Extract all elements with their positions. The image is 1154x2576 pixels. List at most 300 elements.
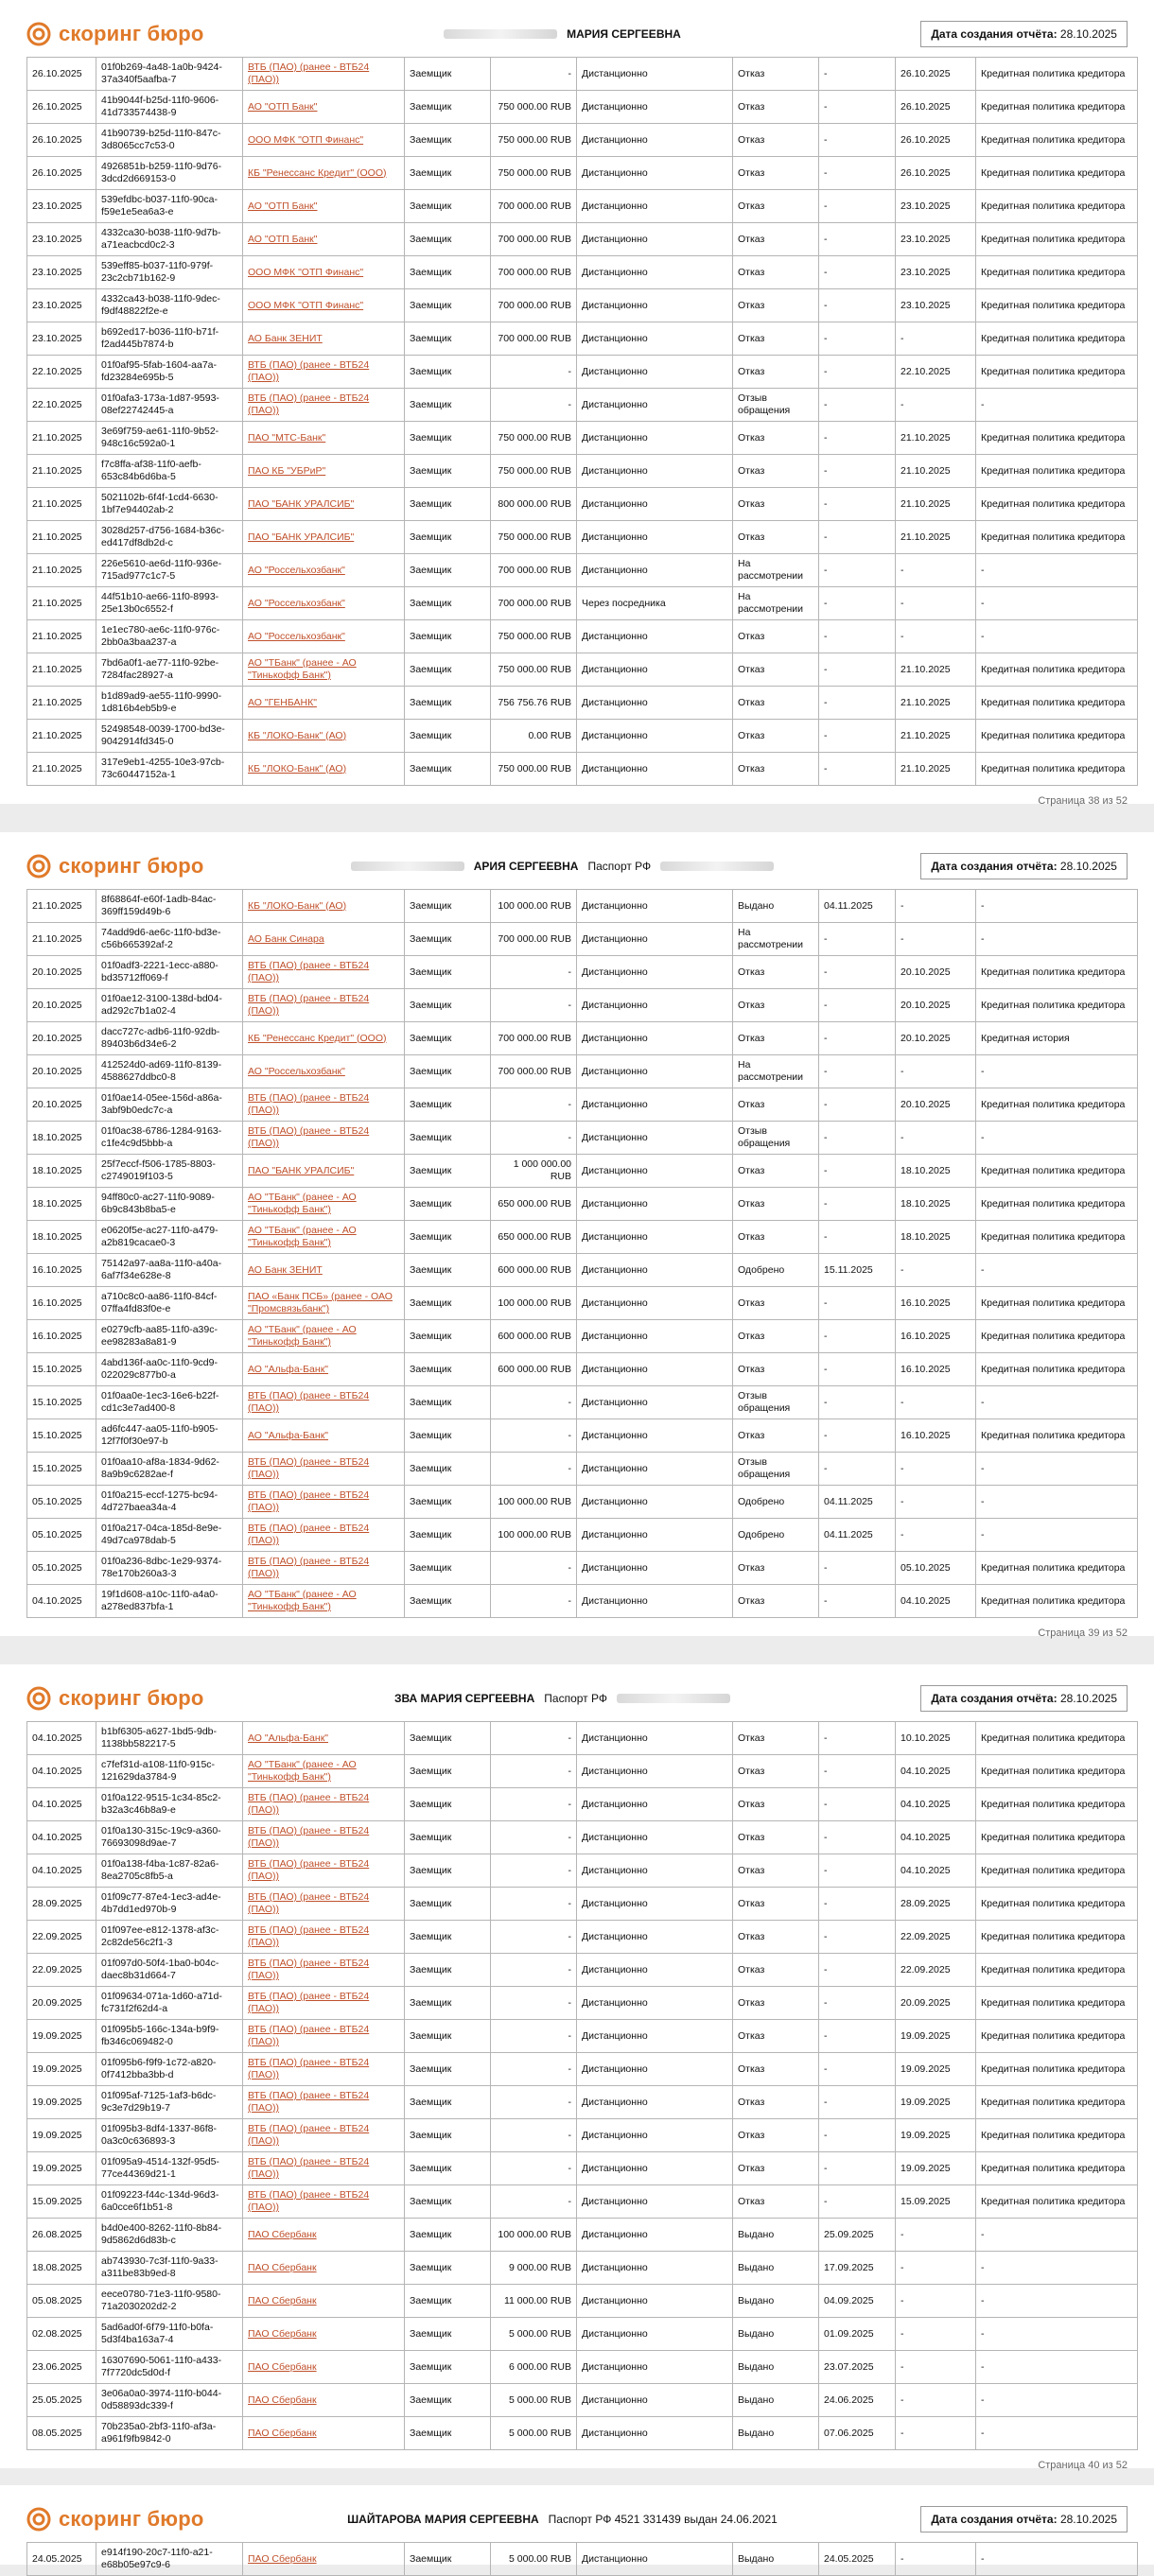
organization-link[interactable]: ВТБ (ПАО) (ранее - ВТБ24 (ПАО))	[243, 2185, 405, 2219]
channel-cell: Дистанционно	[577, 1254, 733, 1287]
channel-cell: Дистанционно	[577, 753, 733, 786]
refusal-reason-cell: -	[976, 1254, 1138, 1287]
refusal-date-cell: 21.10.2025	[896, 720, 976, 753]
application-id-cell: b4d0e400-8262-11f0-8b84-9d5862d6d83b-c	[96, 2219, 243, 2252]
valid-until-cell: -	[819, 1821, 896, 1854]
organization-link[interactable]: ООО МФК "ОТП Финанс"	[243, 256, 405, 289]
date-cell: 18.10.2025	[27, 1221, 96, 1254]
role-cell: Заемщик	[405, 223, 491, 256]
date-cell: 08.05.2025	[27, 2417, 96, 2450]
amount-cell: -	[491, 2119, 577, 2152]
refusal-date-cell: -	[896, 1386, 976, 1419]
organization-link[interactable]: ПАО Сбербанк	[243, 2351, 405, 2384]
table-row	[27, 1755, 1138, 1788]
date-cell: 21.10.2025	[27, 521, 96, 554]
refusal-reason-cell: -	[976, 1055, 1138, 1088]
organization-link[interactable]: ПАО Сбербанк	[243, 2252, 405, 2285]
amount-cell: 5 000.00 RUB	[491, 2384, 577, 2417]
table-row	[27, 2219, 1138, 2252]
date-cell: 26.10.2025	[27, 91, 96, 124]
refusal-reason-cell: -	[976, 2318, 1138, 2351]
valid-until-cell: -	[819, 1088, 896, 1122]
organization-link[interactable]: ВТБ (ПАО) (ранее - ВТБ24 (ПАО))	[243, 1987, 405, 2020]
date-cell: 20.10.2025	[27, 989, 96, 1022]
amount-cell: -	[491, 1419, 577, 1453]
organization-link[interactable]: ПАО Сбербанк	[243, 2417, 405, 2450]
organization-link[interactable]: ВТБ (ПАО) (ранее - ВТБ24 (ПАО))	[243, 1519, 405, 1552]
organization-link[interactable]: ВТБ (ПАО) (ранее - ВТБ24 (ПАО))	[243, 389, 405, 422]
organization-link[interactable]: АО "ТБанк" (ранее - АО "Тинькофф Банк")	[243, 1320, 405, 1353]
decision-cell: Отзыв обращения	[733, 1386, 819, 1419]
decision-cell: Отказ	[733, 2053, 819, 2086]
valid-until-cell: -	[819, 455, 896, 488]
application-id-cell: 01f095b5-166c-134a-b9f9-fb346c069482-0	[96, 2020, 243, 2053]
brand-logo	[26, 1686, 204, 1711]
organization-link[interactable]: КБ "ЛОКО-Банк" (АО)	[243, 890, 405, 923]
organization-link[interactable]: ПАО "БАНК УРАЛСИБ"	[243, 1155, 405, 1188]
organization-link[interactable]: АО "ОТП Банк"	[243, 223, 405, 256]
organization-link[interactable]: КБ "Ренессанс Кредит" (ООО)	[243, 1022, 405, 1055]
refusal-reason-cell: Кредитная история	[976, 1022, 1138, 1055]
organization-link[interactable]: АО "ТБанк" (ранее - АО "Тинькофф Банк")	[243, 1221, 405, 1254]
role-cell: Заемщик	[405, 1755, 491, 1788]
amount-cell: 600 000.00 RUB	[491, 1320, 577, 1353]
organization-link[interactable]: ВТБ (ПАО) (ранее - ВТБ24 (ПАО))	[243, 1888, 405, 1921]
date-cell: 28.09.2025	[27, 1888, 96, 1921]
table-row	[27, 1188, 1138, 1221]
channel-cell: Дистанционно	[577, 2053, 733, 2086]
date-cell: 19.09.2025	[27, 2086, 96, 2119]
refusal-date-cell: -	[896, 2384, 976, 2417]
organization-link[interactable]: ВТБ (ПАО) (ранее - ВТБ24 (ПАО))	[243, 1854, 405, 1888]
brand-logo	[26, 2507, 204, 2532]
refusal-date-cell: 21.10.2025	[896, 753, 976, 786]
organization-link[interactable]: ВТБ (ПАО) (ранее - ВТБ24 (ПАО))	[243, 1453, 405, 1486]
channel-cell: Дистанционно	[577, 2219, 733, 2252]
channel-cell: Дистанционно	[577, 1921, 733, 1954]
refusal-date-cell: 21.10.2025	[896, 455, 976, 488]
refusal-date-cell: 21.10.2025	[896, 488, 976, 521]
role-cell: Заемщик	[405, 521, 491, 554]
channel-cell: Дистанционно	[577, 455, 733, 488]
application-id-cell: 01f0ae12-3100-138d-bd04-ad292c7b1a02-4	[96, 989, 243, 1022]
channel-cell: Дистанционно	[577, 124, 733, 157]
refusal-reason-cell: Кредитная политика кредитора	[976, 1954, 1138, 1987]
amount-cell: 600 000.00 RUB	[491, 1353, 577, 1386]
valid-until-cell: -	[819, 956, 896, 989]
decision-cell: Отказ	[733, 2119, 819, 2152]
refusal-reason-cell: Кредитная политика кредитора	[976, 2086, 1138, 2119]
refusal-date-cell: 16.10.2025	[896, 1320, 976, 1353]
date-cell: 18.10.2025	[27, 1122, 96, 1155]
role-cell: Заемщик	[405, 1585, 491, 1618]
channel-cell: Дистанционно	[577, 1188, 733, 1221]
valid-until-cell: 04.11.2025	[819, 1519, 896, 1552]
channel-cell: Дистанционно	[577, 1585, 733, 1618]
organization-link[interactable]: ПАО Сбербанк	[243, 2318, 405, 2351]
date-cell: 24.05.2025	[27, 2543, 96, 2576]
date-cell: 15.10.2025	[27, 1419, 96, 1453]
organization-link[interactable]: АО Банк ЗЕНИТ	[243, 322, 405, 356]
refusal-reason-cell: Кредитная политика кредитора	[976, 1854, 1138, 1888]
decision-cell: Отзыв обращения	[733, 1122, 819, 1155]
application-id-cell: b1d89ad9-ae55-11f0-9990-1d816b4eb5b9-e	[96, 687, 243, 720]
refusal-reason-cell: Кредитная политика кредитора	[976, 455, 1138, 488]
brand-name: скоринг бюро	[59, 2507, 204, 2531]
refusal-date-cell: -	[896, 2543, 976, 2576]
organization-link[interactable]: АО Банк Синара	[243, 923, 405, 956]
role-cell: Заемщик	[405, 1320, 491, 1353]
refusal-reason-cell: Кредитная политика кредитора	[976, 256, 1138, 289]
role-cell: Заемщик	[405, 1221, 491, 1254]
organization-link[interactable]: ВТБ (ПАО) (ранее - ВТБ24 (ПАО))	[243, 1821, 405, 1854]
organization-link[interactable]: ВТБ (ПАО) (ранее - ВТБ24 (ПАО))	[243, 2020, 405, 2053]
date-cell: 04.10.2025	[27, 1755, 96, 1788]
table-row	[27, 1486, 1138, 1519]
role-cell: Заемщик	[405, 620, 491, 653]
amount-cell: 650 000.00 RUB	[491, 1188, 577, 1221]
refusal-reason-cell: Кредитная политика кредитора	[976, 1188, 1138, 1221]
channel-cell: Дистанционно	[577, 223, 733, 256]
organization-link[interactable]: КБ "ЛОКО-Банк" (АО)	[243, 753, 405, 786]
refusal-date-cell: 04.10.2025	[896, 1755, 976, 1788]
applications-table	[26, 1721, 1138, 2450]
table-row	[27, 2152, 1138, 2185]
organization-link[interactable]: ВТБ (ПАО) (ранее - ВТБ24 (ПАО))	[243, 1486, 405, 1519]
organization-link[interactable]: ВТБ (ПАО) (ранее - ВТБ24 (ПАО))	[243, 1088, 405, 1122]
decision-cell: Отказ	[733, 653, 819, 687]
date-cell: 02.08.2025	[27, 2318, 96, 2351]
organization-link[interactable]: ПАО "МТС-Банк"	[243, 422, 405, 455]
channel-cell: Дистанционно	[577, 653, 733, 687]
valid-until-cell: -	[819, 1287, 896, 1320]
report-page-41	[0, 2485, 1154, 2570]
decision-cell: Выдано	[733, 2252, 819, 2285]
amount-cell: 750 000.00 RUB	[491, 157, 577, 190]
application-id-cell: 74add9d6-ae6c-11f0-bd3e-c56b665392af-2	[96, 923, 243, 956]
table-row	[27, 1821, 1138, 1854]
refusal-reason-cell: Кредитная политика кредитора	[976, 1585, 1138, 1618]
role-cell: Заемщик	[405, 1453, 491, 1486]
valid-until-cell: -	[819, 2020, 896, 2053]
decision-cell: Отзыв обращения	[733, 389, 819, 422]
role-cell: Заемщик	[405, 289, 491, 322]
decision-cell: Отказ	[733, 1755, 819, 1788]
amount-cell: 700 000.00 RUB	[491, 289, 577, 322]
refusal-reason-cell: Кредитная политика кредитора	[976, 1788, 1138, 1821]
organization-link[interactable]: ВТБ (ПАО) (ранее - ВТБ24 (ПАО))	[243, 1921, 405, 1954]
decision-cell: Отказ	[733, 2020, 819, 2053]
organization-link[interactable]: АО "Альфа-Банк"	[243, 1419, 405, 1453]
valid-until-cell: -	[819, 1188, 896, 1221]
amount-cell: 700 000.00 RUB	[491, 322, 577, 356]
organization-link[interactable]: ПАО Сбербанк	[243, 2285, 405, 2318]
valid-until-cell: 01.09.2025	[819, 2318, 896, 2351]
organization-link[interactable]: ВТБ (ПАО) (ранее - ВТБ24 (ПАО))	[243, 356, 405, 389]
channel-cell: Дистанционно	[577, 2119, 733, 2152]
channel-cell: Дистанционно	[577, 1419, 733, 1453]
refusal-reason-cell: -	[976, 389, 1138, 422]
channel-cell: Дистанционно	[577, 1552, 733, 1585]
application-id-cell: a710c8c0-aa86-11f0-84cf-07ffa4fd83f0e-e	[96, 1287, 243, 1320]
channel-cell: Дистанционно	[577, 521, 733, 554]
date-cell: 19.09.2025	[27, 2020, 96, 2053]
refusal-date-cell: 20.10.2025	[896, 1022, 976, 1055]
refusal-reason-cell: Кредитная политика кредитора	[976, 653, 1138, 687]
amount-cell: -	[491, 1088, 577, 1122]
table-row	[27, 687, 1138, 720]
role-cell: Заемщик	[405, 956, 491, 989]
brand-logo	[26, 22, 204, 46]
refusal-date-cell: 19.09.2025	[896, 2152, 976, 2185]
organization-link[interactable]: АО "ОТП Банк"	[243, 91, 405, 124]
date-cell: 21.10.2025	[27, 890, 96, 923]
refusal-reason-cell: Кредитная политика кредитора	[976, 1755, 1138, 1788]
valid-until-cell: -	[819, 1155, 896, 1188]
organization-link[interactable]: ПАО КБ "УБРиР"	[243, 455, 405, 488]
valid-until-cell: -	[819, 1022, 896, 1055]
organization-link[interactable]: ВТБ (ПАО) (ранее - ВТБ24 (ПАО))	[243, 1788, 405, 1821]
organization-link[interactable]: ПАО "БАНК УРАЛСИБ"	[243, 521, 405, 554]
channel-cell: Дистанционно	[577, 923, 733, 956]
valid-until-cell: -	[819, 190, 896, 223]
valid-until-cell: -	[819, 1386, 896, 1419]
application-id-cell: 52498548-0039-1700-bd3e-9042914fd345-0	[96, 720, 243, 753]
amount-cell: 750 000.00 RUB	[491, 455, 577, 488]
date-cell: 20.10.2025	[27, 956, 96, 989]
page-header	[26, 15, 1128, 53]
application-id-cell: 01f0ac38-6786-1284-9163-c1fe4c9d5bbb-a	[96, 1122, 243, 1155]
role-cell: Заемщик	[405, 1287, 491, 1320]
amount-cell: -	[491, 2185, 577, 2219]
organization-link[interactable]: АО "Россельхозбанк"	[243, 620, 405, 653]
table-row	[27, 753, 1138, 786]
refusal-date-cell: 05.10.2025	[896, 1552, 976, 1585]
refusal-reason-cell: Кредитная политика кредитора	[976, 58, 1138, 91]
organization-link[interactable]: АО "ТБанк" (ранее - АО "Тинькофф Банк")	[243, 1188, 405, 1221]
amount-cell: -	[491, 2086, 577, 2119]
organization-link[interactable]: ВТБ (ПАО) (ранее - ВТБ24 (ПАО))	[243, 1954, 405, 1987]
application-id-cell: 539efdbc-b037-11f0-90ca-f59e1e5ea6a3-e	[96, 190, 243, 223]
client-name: МАРИЯ СЕРГЕЕВНА	[567, 27, 681, 41]
amount-cell: 750 000.00 RUB	[491, 422, 577, 455]
refusal-date-cell: 19.09.2025	[896, 2119, 976, 2152]
role-cell: Заемщик	[405, 2384, 491, 2417]
decision-cell: Отказ	[733, 753, 819, 786]
refusal-reason-cell: Кредитная политика кредитора	[976, 223, 1138, 256]
channel-cell: Дистанционно	[577, 1954, 733, 1987]
decision-cell: Выдано	[733, 2285, 819, 2318]
role-cell: Заемщик	[405, 389, 491, 422]
redacted-passport	[660, 862, 774, 871]
refusal-date-cell: 19.09.2025	[896, 2053, 976, 2086]
application-id-cell: 3e06a0a0-3974-11f0-b044-0d58893dc339-f	[96, 2384, 243, 2417]
organization-link[interactable]: ВТБ (ПАО) (ранее - ВТБ24 (ПАО))	[243, 58, 405, 91]
table-row	[27, 1287, 1138, 1320]
organization-link[interactable]: ПАО Сбербанк	[243, 2384, 405, 2417]
organization-link[interactable]: ПАО "БАНК УРАЛСИБ"	[243, 488, 405, 521]
application-id-cell: eece0780-71e3-11f0-9580-71a2030202d2-2	[96, 2285, 243, 2318]
date-cell: 26.10.2025	[27, 124, 96, 157]
application-id-cell: 3028d257-d756-1684-b36c-ed417df8db2d-c	[96, 521, 243, 554]
logo-swirl-icon	[26, 2507, 51, 2532]
amount-cell: -	[491, 1921, 577, 1954]
valid-until-cell: -	[819, 1921, 896, 1954]
amount-cell: 750 000.00 RUB	[491, 753, 577, 786]
amount-cell: 5 000.00 RUB	[491, 2543, 577, 2576]
application-id-cell: 01f095b3-8df4-1337-86f8-0a3c0c636893-3	[96, 2119, 243, 2152]
table-row	[27, 190, 1138, 223]
date-cell: 04.10.2025	[27, 1722, 96, 1755]
organization-link[interactable]: ПАО Сбербанк	[243, 2219, 405, 2252]
application-id-cell: 317e9eb1-4255-10e3-97cb-73c60447152a-1	[96, 753, 243, 786]
channel-cell: Дистанционно	[577, 687, 733, 720]
channel-cell: Дистанционно	[577, 58, 733, 91]
organization-link[interactable]: ВТБ (ПАО) (ранее - ВТБ24 (ПАО))	[243, 1122, 405, 1155]
decision-cell: Отказ	[733, 1353, 819, 1386]
organization-link[interactable]: ВТБ (ПАО) (ранее - ВТБ24 (ПАО))	[243, 1386, 405, 1419]
application-id-cell: 4332ca43-b038-11f0-9dec-f9df48822f2e-e	[96, 289, 243, 322]
decision-cell: Отказ	[733, 1155, 819, 1188]
channel-cell: Дистанционно	[577, 2152, 733, 2185]
organization-link[interactable]: ВТБ (ПАО) (ранее - ВТБ24 (ПАО))	[243, 989, 405, 1022]
organization-link[interactable]: ООО МФК "ОТП Финанс"	[243, 289, 405, 322]
channel-cell: Дистанционно	[577, 190, 733, 223]
table-row	[27, 923, 1138, 956]
channel-cell: Дистанционно	[577, 2318, 733, 2351]
channel-cell: Дистанционно	[577, 1386, 733, 1419]
decision-cell: Отказ	[733, 157, 819, 190]
amount-cell: -	[491, 1453, 577, 1486]
decision-cell: Отказ	[733, 322, 819, 356]
organization-link[interactable]: ВТБ (ПАО) (ранее - ВТБ24 (ПАО))	[243, 1552, 405, 1585]
role-cell: Заемщик	[405, 124, 491, 157]
organization-link[interactable]: АО "Альфа-Банк"	[243, 1722, 405, 1755]
amount-cell: 750 000.00 RUB	[491, 653, 577, 687]
channel-cell: Дистанционно	[577, 2417, 733, 2450]
amount-cell: 700 000.00 RUB	[491, 256, 577, 289]
channel-cell: Дистанционно	[577, 91, 733, 124]
refusal-date-cell: -	[896, 2285, 976, 2318]
organization-link[interactable]: ООО МФК "ОТП Финанс"	[243, 124, 405, 157]
channel-cell: Дистанционно	[577, 1519, 733, 1552]
refusal-reason-cell: -	[976, 2252, 1138, 2285]
application-id-cell: 01f09223-f44c-134d-96d3-6a0cce6f1b51-8	[96, 2185, 243, 2219]
refusal-date-cell: -	[896, 554, 976, 587]
decision-cell: Выдано	[733, 2417, 819, 2450]
role-cell: Заемщик	[405, 890, 491, 923]
refusal-reason-cell: Кредитная политика кредитора	[976, 1088, 1138, 1122]
channel-cell: Дистанционно	[577, 720, 733, 753]
decision-cell: Отказ	[733, 1821, 819, 1854]
report-date-value: 28.10.2025	[1059, 27, 1117, 41]
valid-until-cell: -	[819, 157, 896, 190]
application-id-cell: ad6fc447-aa05-11f0-b905-12f7f0f30e97-b	[96, 1419, 243, 1453]
role-cell: Заемщик	[405, 2351, 491, 2384]
decision-cell: На рассмотрении	[733, 554, 819, 587]
date-cell: 19.09.2025	[27, 2119, 96, 2152]
refusal-date-cell: 21.10.2025	[896, 521, 976, 554]
organization-link[interactable]: АО "ТБанк" (ранее - АО "Тинькофф Банк")	[243, 1755, 405, 1788]
role-cell: Заемщик	[405, 1188, 491, 1221]
application-id-cell: c7fef31d-a108-11f0-915c-121629da3784-9	[96, 1755, 243, 1788]
organization-link[interactable]: АО "ОТП Банк"	[243, 190, 405, 223]
refusal-date-cell: 22.10.2025	[896, 356, 976, 389]
redacted-passport	[617, 1694, 730, 1703]
organization-link[interactable]: ВТБ (ПАО) (ранее - ВТБ24 (ПАО))	[243, 2053, 405, 2086]
table-row	[27, 2384, 1138, 2417]
organization-link[interactable]: АО "Россельхозбанк"	[243, 1055, 405, 1088]
organization-link[interactable]: ВТБ (ПАО) (ранее - ВТБ24 (ПАО))	[243, 2152, 405, 2185]
table-row	[27, 2053, 1138, 2086]
organization-link[interactable]: АО Банк ЗЕНИТ	[243, 1254, 405, 1287]
page-number: Страница 39 из 52	[1038, 1627, 1128, 1639]
application-id-cell: e0620f5e-ac27-11f0-a479-a2b819cacae0-3	[96, 1221, 243, 1254]
organization-link[interactable]: КБ "ЛОКО-Банк" (АО)	[243, 720, 405, 753]
refusal-date-cell: 04.10.2025	[896, 1821, 976, 1854]
role-cell: Заемщик	[405, 1921, 491, 1954]
organization-link[interactable]: ПАО «Банк ПСБ» (ранее - ОАО "Промсвязьбанк")	[243, 1287, 405, 1320]
date-cell: 16.10.2025	[27, 1254, 96, 1287]
organization-link[interactable]: АО "ТБанк" (ранее - АО "Тинькофф Банк")	[243, 653, 405, 687]
organization-link[interactable]: АО "Россельхозбанк"	[243, 554, 405, 587]
organization-link[interactable]: АО "ТБанк" (ранее - АО "Тинькофф Банк")	[243, 1585, 405, 1618]
report-date-value: 28.10.2025	[1059, 2513, 1117, 2526]
role-cell: Заемщик	[405, 1854, 491, 1888]
decision-cell: Отказ	[733, 1287, 819, 1320]
refusal-date-cell: 20.10.2025	[896, 989, 976, 1022]
organization-link[interactable]: АО "Россельхозбанк"	[243, 587, 405, 620]
date-cell: 05.08.2025	[27, 2285, 96, 2318]
table-row	[27, 91, 1138, 124]
decision-cell: Отказ	[733, 1722, 819, 1755]
organization-link[interactable]: АО "ГЕНБАНК"	[243, 687, 405, 720]
valid-until-cell: -	[819, 1552, 896, 1585]
valid-until-cell: -	[819, 124, 896, 157]
refusal-date-cell: 21.10.2025	[896, 687, 976, 720]
valid-until-cell: -	[819, 1987, 896, 2020]
organization-link[interactable]: АО "Альфа-Банк"	[243, 1353, 405, 1386]
role-cell: Заемщик	[405, 1788, 491, 1821]
decision-cell: Отказ	[733, 989, 819, 1022]
table-row	[27, 1022, 1138, 1055]
client-name: ШАЙТАРОВА МАРИЯ СЕРГЕЕВНА	[347, 2513, 539, 2526]
date-cell: 04.10.2025	[27, 1585, 96, 1618]
organization-link[interactable]: ВТБ (ПАО) (ранее - ВТБ24 (ПАО))	[243, 2086, 405, 2119]
date-cell: 20.10.2025	[27, 1022, 96, 1055]
amount-cell: 6 000.00 RUB	[491, 2351, 577, 2384]
table-row	[27, 488, 1138, 521]
decision-cell: Отказ	[733, 1022, 819, 1055]
decision-cell: Отказ	[733, 488, 819, 521]
refusal-reason-cell: -	[976, 2285, 1138, 2318]
channel-cell: Дистанционно	[577, 2020, 733, 2053]
organization-link[interactable]: ВТБ (ПАО) (ранее - ВТБ24 (ПАО))	[243, 2119, 405, 2152]
amount-cell: -	[491, 389, 577, 422]
organization-link[interactable]: ВТБ (ПАО) (ранее - ВТБ24 (ПАО))	[243, 956, 405, 989]
channel-cell: Дистанционно	[577, 1987, 733, 2020]
table-row	[27, 2086, 1138, 2119]
organization-link[interactable]: КБ "Ренессанс Кредит" (ООО)	[243, 157, 405, 190]
report-date-label: Дата создания отчёта:	[931, 1692, 1058, 1705]
organization-link[interactable]: ПАО Сбербанк	[243, 2543, 405, 2576]
page-number: Страница 38 из 52	[1038, 795, 1128, 807]
date-cell: 21.10.2025	[27, 620, 96, 653]
application-id-cell: 01f0ae14-05ee-156d-a86a-3abf9b0edc7c-a	[96, 1088, 243, 1122]
redacted-surname	[351, 862, 464, 871]
amount-cell: -	[491, 1122, 577, 1155]
decision-cell: Отказ	[733, 720, 819, 753]
